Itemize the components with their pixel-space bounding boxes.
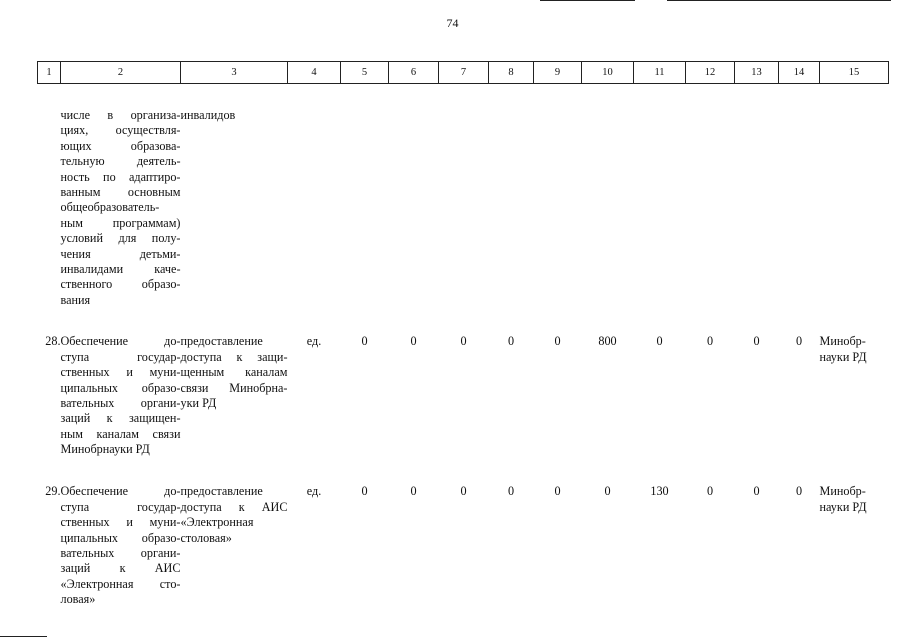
text-line: науки РД: [819, 349, 867, 364]
row-number: [38, 84, 61, 309]
value-cell: 0: [604, 484, 611, 499]
data-table: [37, 61, 889, 608]
text-line: ципальных образо-: [60, 530, 181, 545]
value-cell: 0: [753, 334, 760, 349]
value-cell: 0: [361, 484, 368, 499]
col-header: 14: [779, 62, 820, 84]
text-line: доступа к защи-: [180, 349, 288, 364]
table-row: [38, 308, 889, 464]
text-line: Обеспечение до-: [60, 484, 181, 499]
text-line: вательных органи-: [60, 545, 181, 560]
measure-name: [61, 84, 181, 309]
text-line: Минобр-: [819, 334, 866, 349]
unit-of-measure: ед.: [306, 334, 322, 349]
col-header: 11: [634, 62, 686, 84]
col-header: 10: [582, 62, 634, 84]
executor: [820, 464, 889, 607]
text-line: числе в организа-: [60, 108, 181, 122]
text-line: Минобр-: [819, 484, 866, 499]
text-line: вательных органи-: [60, 395, 181, 410]
text-line: общеобразователь-: [60, 200, 160, 215]
value-cell: 0: [507, 334, 515, 349]
indicator-name: [181, 464, 288, 607]
table-row: [38, 84, 889, 309]
col-header: 3: [181, 62, 288, 84]
bottom-footnote-line: [0, 636, 47, 637]
text-line: ципальных образо-: [60, 380, 181, 395]
value-cell: 0: [554, 484, 561, 499]
text-line: ность по адаптиро-: [60, 169, 181, 184]
text-line: столовая»: [180, 530, 232, 545]
value-cell: [686, 84, 735, 309]
col-header: 8: [489, 62, 534, 84]
value-cell: 0: [410, 484, 417, 499]
value-cell: [779, 84, 820, 309]
text-line: связи Минобрна-: [180, 380, 288, 395]
value-cell: [389, 84, 439, 309]
measure-name: [61, 308, 181, 464]
value-cell: 0: [706, 334, 714, 349]
text-line: чения детьми-: [60, 246, 181, 261]
value-cell: 0: [706, 484, 714, 499]
value-cell: [341, 84, 389, 309]
row-number: 29.: [45, 484, 61, 499]
executor: [820, 308, 889, 464]
top-border-line-left: [540, 0, 635, 1]
text-line: ным каналам связи: [60, 426, 181, 441]
text-line: «Электронная сто-: [60, 576, 181, 591]
text-line: уки РД: [180, 395, 217, 410]
row-number: 28.: [45, 334, 61, 349]
value-cell: 0: [361, 334, 368, 349]
value-cell: 0: [507, 484, 515, 499]
col-header: 6: [389, 62, 439, 84]
text-line: ственных и муни-: [60, 515, 181, 530]
text-line: науки РД: [819, 499, 867, 514]
col-header: 15: [820, 62, 889, 84]
text-line: Обеспечение до-: [60, 334, 181, 349]
measure-name: [61, 464, 181, 607]
header-row: [38, 62, 889, 84]
value-cell: [439, 84, 489, 309]
value-cell: [735, 84, 779, 309]
text-line: ловая»: [60, 592, 96, 607]
value-cell: 0: [554, 334, 561, 349]
top-border-line-right: [667, 0, 891, 1]
text-line: предоставление: [180, 484, 263, 499]
text-line: ющих образова-: [60, 138, 181, 153]
value-cell: 130: [650, 484, 669, 499]
executor: [820, 84, 889, 309]
text-line: циях, осуществля-: [60, 123, 181, 138]
text-line: инвалидов: [180, 108, 236, 122]
col-header: 13: [735, 62, 779, 84]
value-cell: 0: [410, 334, 417, 349]
value-cell: [534, 84, 582, 309]
text-line: предоставление: [180, 334, 263, 349]
col-header: 2: [61, 62, 181, 84]
text-line: «Электронная: [180, 515, 254, 530]
value-cell: 0: [795, 334, 803, 349]
text-line: ственных и муни-: [60, 365, 181, 380]
value-cell: 0: [795, 484, 803, 499]
value-cell: 0: [656, 334, 663, 349]
value-cell: [582, 84, 634, 309]
text-line: тельную деятель-: [60, 154, 181, 169]
indicator-name: [181, 84, 288, 309]
indicator-name: [181, 308, 288, 464]
col-header: 9: [534, 62, 582, 84]
col-header: 12: [686, 62, 735, 84]
page-number: 74: [446, 16, 459, 30]
text-line: инвалидами каче-: [60, 262, 181, 277]
text-line: доступа к АИС: [180, 499, 288, 514]
col-header: 4: [288, 62, 341, 84]
col-header: 7: [439, 62, 489, 84]
value-cell: 800: [598, 334, 617, 349]
value-cell: 0: [460, 334, 467, 349]
text-line: щенным каналам: [180, 365, 288, 380]
text-line: вания: [60, 292, 91, 307]
col-header: 5: [341, 62, 389, 84]
text-line: ным программам): [60, 215, 181, 230]
text-line: ванным основным: [60, 185, 181, 200]
text-line: ступа государ-: [60, 349, 181, 364]
text-line: ственного образо-: [60, 277, 181, 292]
value-cell: 0: [753, 484, 760, 499]
text-line: заций к защищен-: [60, 411, 181, 426]
unit-of-measure: [288, 84, 341, 309]
text-line: условий для полу-: [60, 231, 181, 246]
text-line: ступа государ-: [60, 499, 181, 514]
text-line: заций к АИС: [60, 561, 181, 576]
text-line: Минобрнауки РД: [60, 442, 150, 457]
value-cell: [634, 84, 686, 309]
value-cell: 0: [460, 484, 467, 499]
col-header: 1: [38, 62, 61, 84]
table-row: [38, 464, 889, 607]
value-cell: [489, 84, 534, 309]
unit-of-measure: ед.: [306, 484, 322, 499]
